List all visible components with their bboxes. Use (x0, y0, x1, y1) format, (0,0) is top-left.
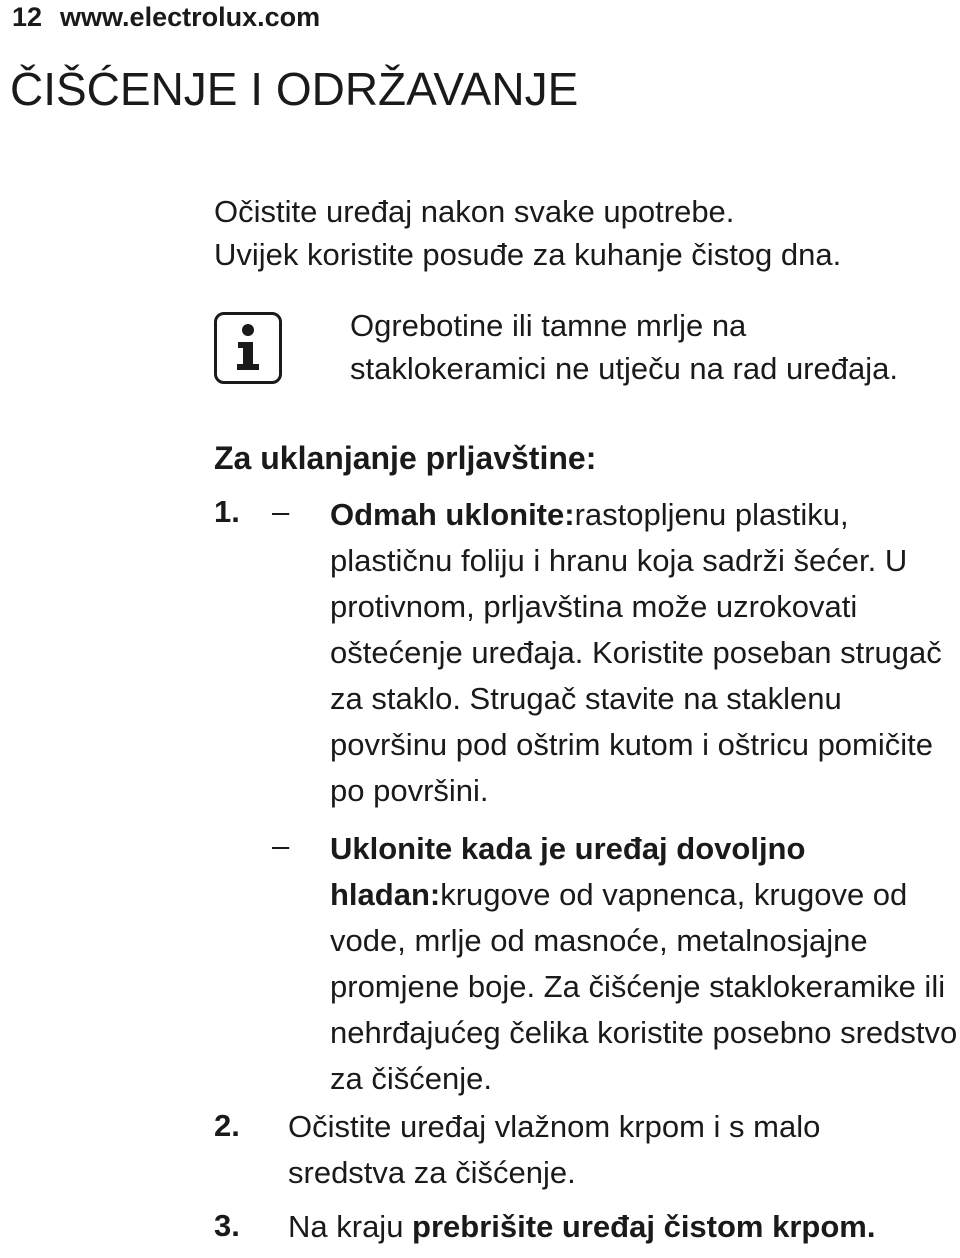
bullet-text: rastopljenu plastiku, plastičnu foliju i hranu koja sadrži šećer. U protivnom, prljavština može uzrokovati oštećenje uređaja. Koristite poseban strugač za staklo. Strugač stavite na staklenu površinu pod oštrim kutom i oštricu pomičite po površini. (330, 497, 942, 808)
info-icon (214, 312, 282, 384)
bullet-text: krugove od vapnenca, krugove od vode, mrlje od masnoće, metalnosjajne promjene boje. Za čišćenje staklokeramike ili nehrđajućeg čelika koristite posebno sredstvo za čišćenje. (330, 877, 958, 1096)
step-1-bullet-1 (330, 492, 958, 814)
step-number: 2. (214, 1108, 240, 1143)
intro-line: Očistite uređaj nakon svake upotrebe. (214, 194, 735, 229)
bullet-lead: Odmah uklonite: (330, 497, 575, 532)
intro-text (214, 190, 841, 276)
bullet-dash: – (272, 828, 290, 863)
intro-line: Uvijek koristite posuđe za kuhanje čistog dna. (214, 237, 842, 272)
info-note (350, 304, 898, 390)
step-number: 1. (214, 494, 240, 529)
step-3-lead: Na kraju (288, 1209, 413, 1244)
website-link[interactable]: www.electrolux.com (60, 2, 321, 32)
page-title: ČIŠĆENJE I ODRŽAVANJE (10, 63, 579, 115)
step-1-bullet-2 (330, 826, 958, 1102)
page-header (12, 2, 320, 33)
step-3-bold: prebrišite uređaj čistom krpom. (412, 1209, 876, 1244)
info-note-line: Ogrebotine ili tamne mrlje na (350, 308, 747, 343)
info-note-line: staklokeramici ne utječu na rad uređaja. (350, 351, 898, 386)
step-number: 3. (214, 1208, 240, 1243)
bullet-lead: Uklonite kada je uređaj dovoljno hladan: (330, 831, 806, 912)
section-heading: Za uklanjanje prljavštine: (214, 440, 597, 476)
step-2-text: Očistite uređaj vlažnom krpom i s malo sredstva za čišćenje. (288, 1109, 821, 1190)
page-number: 12 (12, 2, 43, 32)
bullet-dash: – (272, 494, 290, 529)
step-3-text (288, 1204, 948, 1250)
